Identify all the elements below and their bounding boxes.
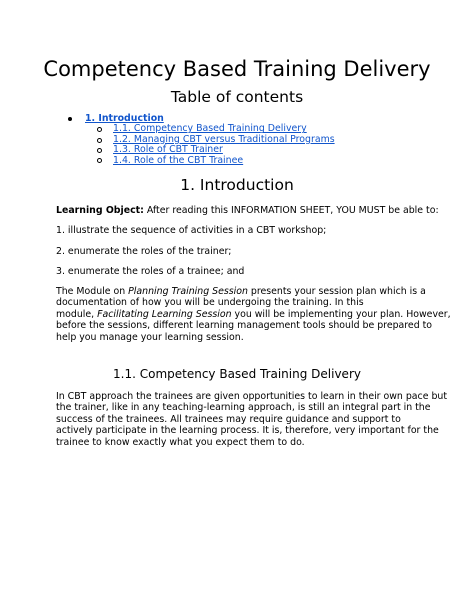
text-span: presents your session plan which is a xyxy=(247,286,426,297)
text-line: success of the trainees. All trainees may require guidance and support to xyxy=(56,413,401,425)
learning-object-line xyxy=(56,205,439,217)
text-line: documentation of how you will be undergoing the training. In this xyxy=(56,297,364,309)
toc-link-role-of-cbt-trainee[interactable]: 1.4. Role of the CBT Trainee xyxy=(113,154,244,166)
objective-item: 3. enumerate the roles of a trainee; and xyxy=(56,266,245,277)
text-line: actively participate in the learning process. It is, therefore, very important for the xyxy=(56,425,439,437)
italic-module-name: Facilitating Learning Session xyxy=(97,308,232,320)
text-span: module, xyxy=(56,308,98,320)
text-span: The Module on xyxy=(56,286,129,297)
toc-heading: Table of contents xyxy=(170,88,304,106)
toc-link-introduction[interactable]: 1. Introduction xyxy=(85,113,164,124)
toc-link-role-of-cbt-trainer[interactable]: 1.3. Role of CBT Trainer xyxy=(113,144,223,156)
objective-item: 1. illustrate the sequence of activities in a CBT workshop; xyxy=(56,225,327,236)
circle-bullet-icon xyxy=(97,127,102,132)
circle-bullet-icon xyxy=(97,148,102,153)
subsection-heading-cbt-delivery: 1.1. Competency Based Training Delivery xyxy=(113,367,361,381)
toc-link-managing-cbt[interactable]: 1.2. Managing CBT versus Traditional Programs xyxy=(113,133,335,145)
learning-object-label: Learning Object: xyxy=(56,205,144,216)
text-line: before the sessions, different learning management tools should be prepared to xyxy=(56,320,433,332)
italic-module-name: Planning Training Session xyxy=(128,286,248,297)
bullet-icon xyxy=(68,117,72,121)
circle-bullet-icon xyxy=(97,158,102,163)
module-paragraph xyxy=(56,286,451,343)
objective-item: 2. enumerate the roles of the trainer; xyxy=(56,246,232,257)
toc-subitem xyxy=(97,156,335,166)
document-title: Competency Based Training Delivery xyxy=(43,57,431,81)
text-line: the trainer, like in any teaching-learning approach, is still an integral part in the xyxy=(56,402,431,414)
table-of-contents xyxy=(66,114,335,166)
text-line: trainee to know exactly what you expect them to do. xyxy=(56,436,305,448)
toc-link-competency-based-training-delivery[interactable]: 1.1. Competency Based Training Delivery xyxy=(113,123,307,135)
section-heading-introduction: 1. Introduction xyxy=(180,176,294,194)
text-span: you will be implementing your plan. However, xyxy=(231,308,451,320)
cbt-paragraph xyxy=(56,391,448,448)
learning-object-text: After reading this INFORMATION SHEET, YOU MUST be able to: xyxy=(143,205,439,216)
circle-bullet-icon xyxy=(97,138,102,143)
text-line: In CBT approach the trainees are given opportunities to learn in their own pace but xyxy=(56,391,448,402)
text-line: help you manage your learning session. xyxy=(56,331,244,343)
